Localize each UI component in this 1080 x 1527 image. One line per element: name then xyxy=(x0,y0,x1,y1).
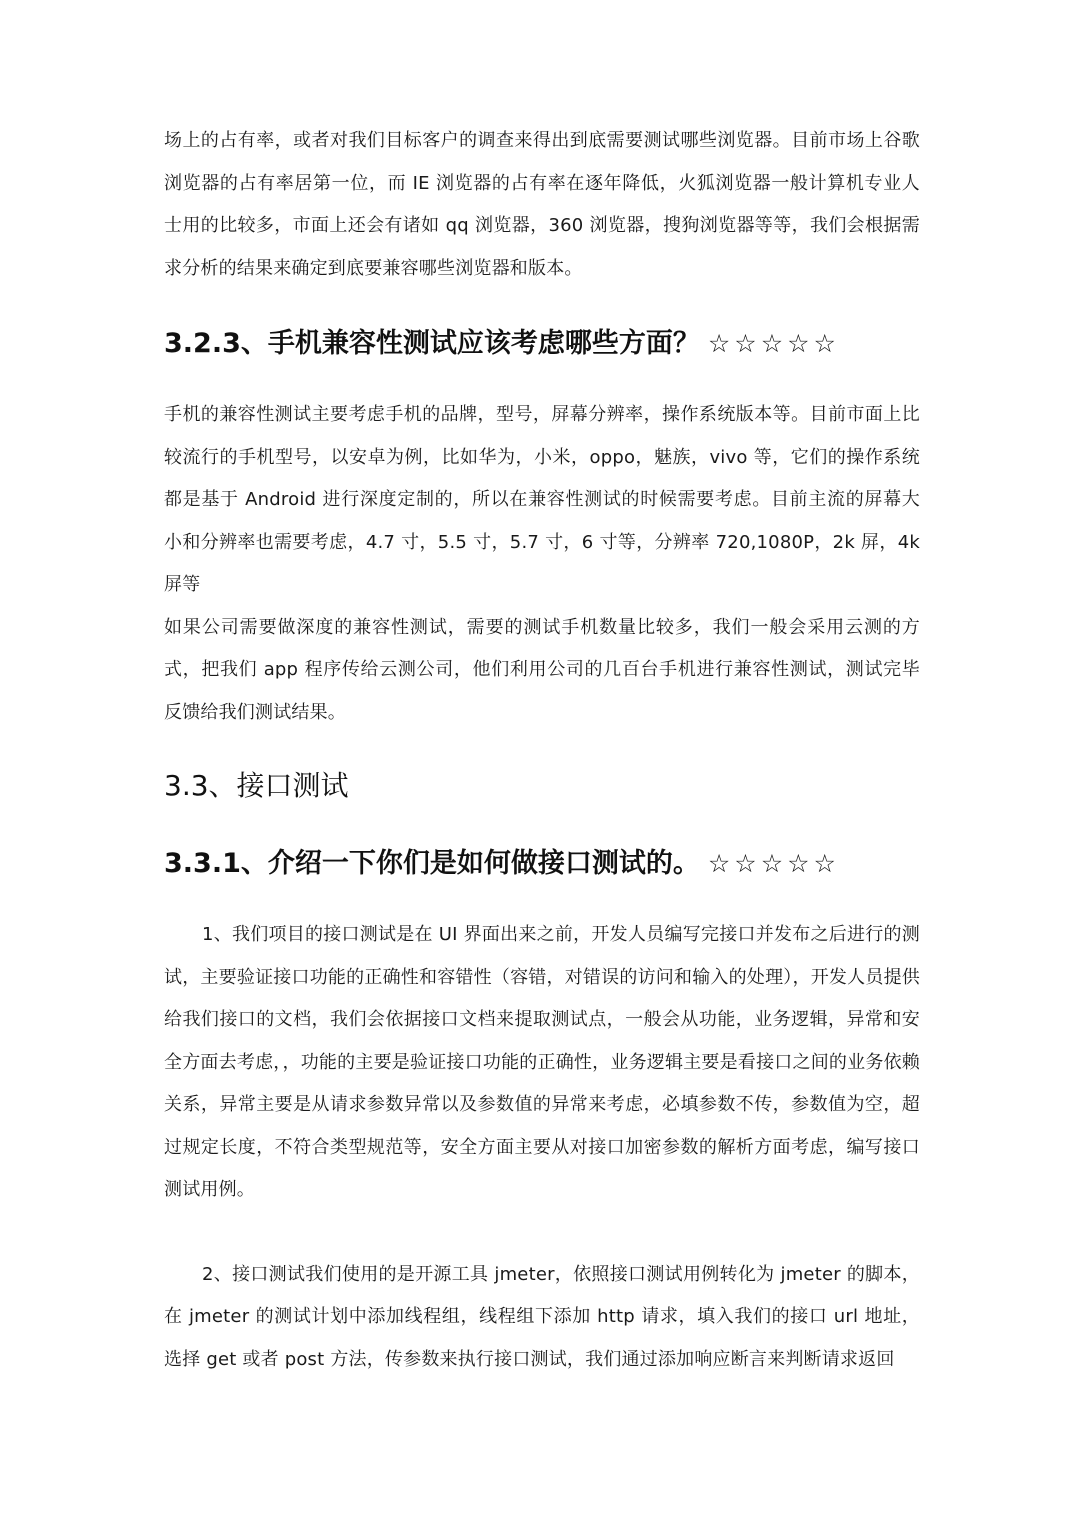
rating-stars-icon: ☆☆☆☆☆ xyxy=(707,849,840,878)
heading-3-3: 3.3、接口测试 xyxy=(164,769,349,802)
paragraph-cloud-testing: 如果公司需要做深度的兼容性测试，需要的测试手机数量比较多，我们一般会采用云测的方式，把我们 app 程序传给云测公司，他们利用公司的几百台手机进行兼容性测试，测试完毕反馈给我们测试结果。 xyxy=(164,616,920,723)
document-page xyxy=(164,120,920,1381)
heading-3-2-3 xyxy=(164,324,920,364)
paragraph-browser-compatibility: 场上的占有率，或者对我们目标客户的调查来得出到底需要测试哪些浏览器。目前市场上谷歌浏览器的占有率居第一位，而 IE 浏览器的占有率在逐年降低，火狐浏览器一般计算机专业人士用的比较多，市面上还会有诸如 qq 浏览器，360 浏览器，搜狗浏览器等等，我们会根据需求分析的结果来确定到底要兼容哪些浏览器和版本。 xyxy=(164,130,920,279)
paragraph-api-testing-2: 2、接口测试我们使用的是开源工具 jmeter，依照接口测试用例转化为 jmeter 的脚本，在 jmeter 的测试计划中添加线程组，线程组下添加 http 请求，填入我们的接口 url 地址，选择 get 或者 post 方法，传参数来执行接口测试，我们通过添加响应断言来判断请求返回 xyxy=(164,1263,920,1370)
paragraph-mobile-compatibility: 手机的兼容性测试主要考虑手机的品牌，型号，屏幕分辨率，操作系统版本等。目前市面上比较流行的手机型号，以安卓为例，比如华为，小米，oppo，魅族，vivo 等，它们的操作系统都是基于 Android 进行深度定制的，所以在兼容性测试的时候需要考虑。目前主流的屏幕大小和分辨率也需要考虑，4.7 寸，5.5 寸，5.7 寸，6 寸等，分辨率 720,1080P，2k 屏，4k 屏等 xyxy=(164,404,920,595)
heading-3-3-1-text: 3.3.1、介绍一下你们是如何做接口测试的。 xyxy=(164,848,700,879)
paragraph-api-testing-1: 1、我们项目的接口测试是在 UI 界面出来之前，开发人员编写完接口并发布之后进行的测试，主要验证接口功能的正确性和容错性（容错，对错误的访问和输入的处理），开发人员提供给我们接口的文档，我们会依据接口文档来提取测试点，一般会从功能，业务逻辑，异常和安全方面去考虑，，功能的主要是验证接口功能的正确性，业务逻辑主要是看接口之间的业务依赖关系，异常主要是从请求参数异常以及参数值的异常来考虑，必填参数不传，参数值为空，超过规定长度，不符合类型规范等，安全方面主要从对接口加密参数的解析方面考虑，编写接口测试用例。 xyxy=(164,924,920,1200)
rating-stars-icon: ☆☆☆☆☆ xyxy=(707,329,840,358)
heading-3-2-3-text: 3.2.3、手机兼容性测试应该考虑哪些方面？ xyxy=(164,328,700,359)
heading-3-3-1 xyxy=(164,844,920,884)
